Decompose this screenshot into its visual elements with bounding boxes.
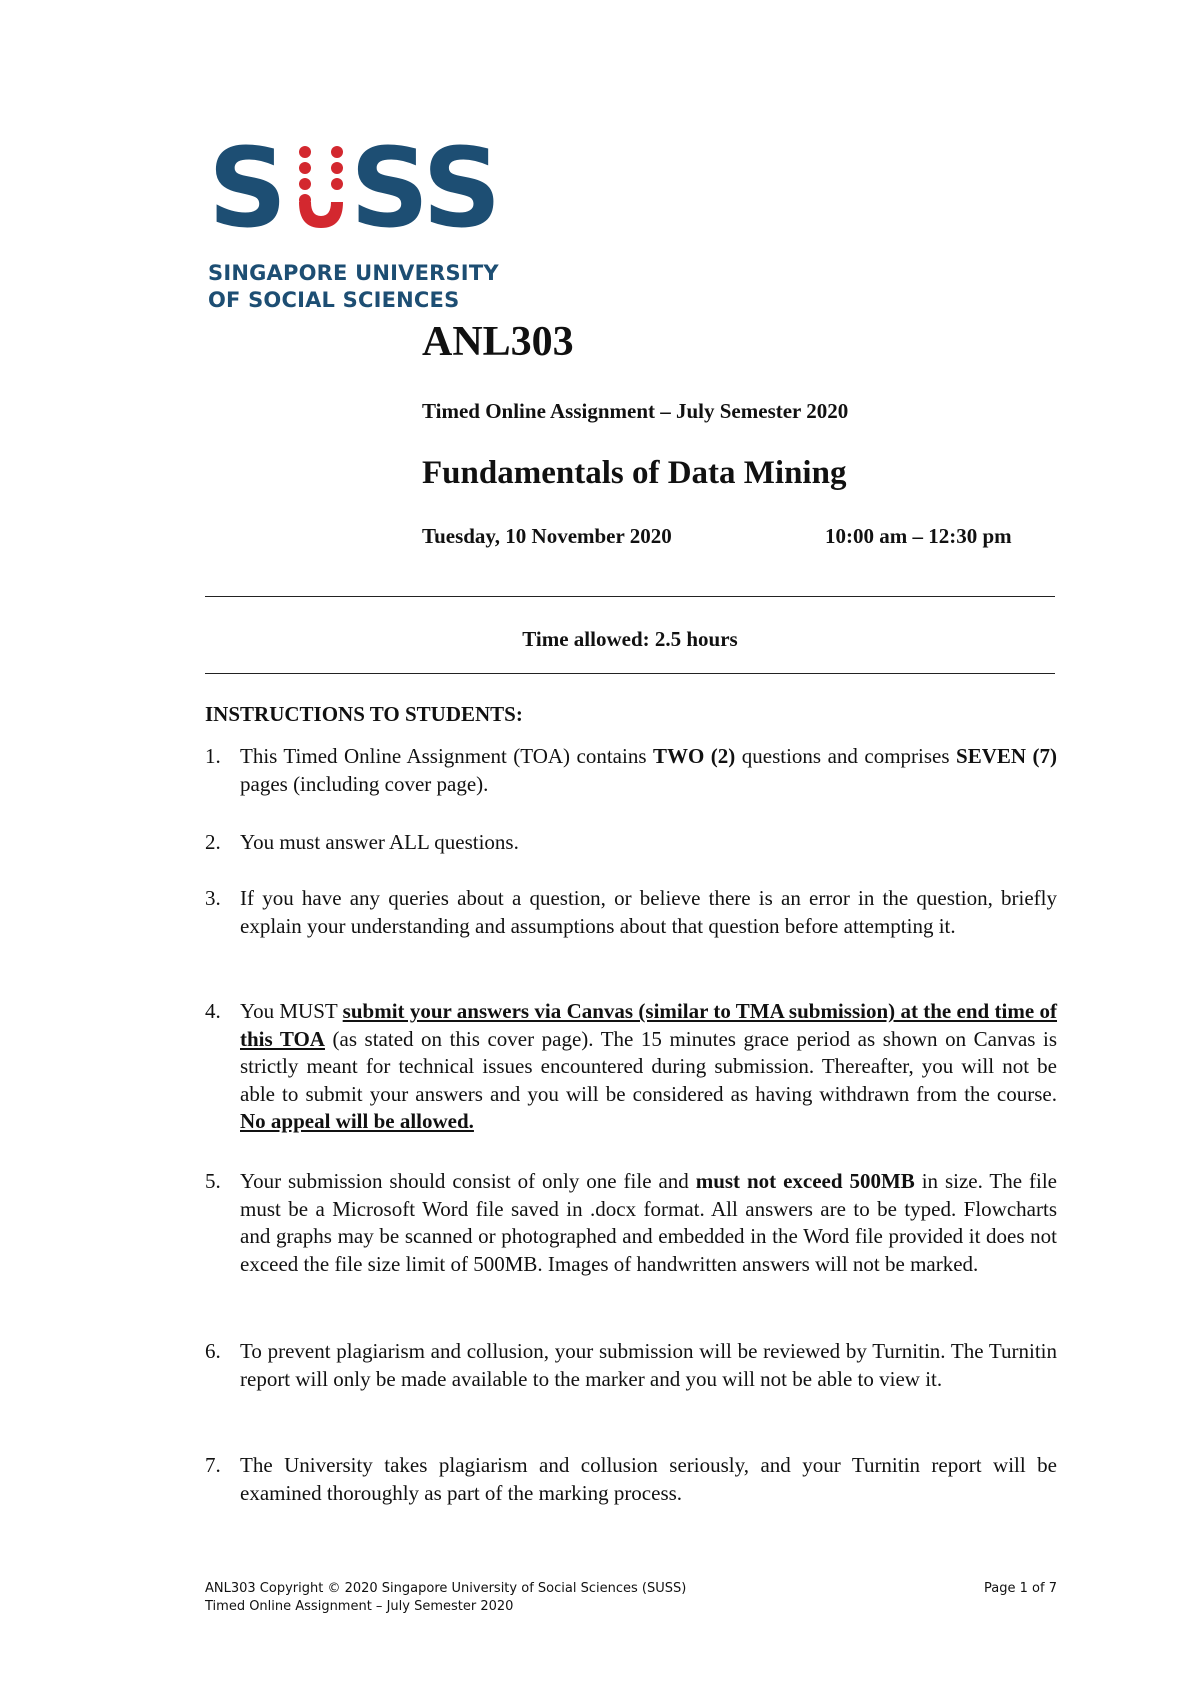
footer-copyright: ANL303 Copyright © 2020 Singapore University of Social Sciences (SUSS) [205, 1581, 687, 1596]
footer-subtitle: Timed Online Assignment – July Semester 2020 [205, 1599, 514, 1614]
instruction-number: 7. [205, 1453, 221, 1477]
instruction-segment: If you have any queries about a question, or believe there is an error in the question, briefly explain your understanding and assumptions about that question before attempting it. [240, 886, 1057, 938]
instruction-segment: submit your answers via Canvas (similar to TMA submission) at the end time of this TOA [240, 999, 1058, 1051]
instruction-item [205, 829, 1057, 857]
instruction-number: 1. [205, 744, 221, 768]
suss-logo [208, 140, 508, 314]
instruction-segment: SEVEN (7) [956, 744, 1058, 768]
divider-top [205, 596, 1055, 597]
instruction-segment: To prevent plagiarism and collusion, your submission will be reviewed by Turnitin. The Turnitin report will only be made available to the marker and you will not be able to view it. [240, 1339, 1057, 1391]
assignment-subtitle: Timed Online Assignment – July Semester 2020 [422, 399, 849, 423]
instruction-number: 4. [205, 999, 221, 1023]
footer-page-number: Page 1 of 7 [984, 1581, 1057, 1596]
instruction-text [240, 829, 1057, 857]
suss-wordmark [208, 140, 508, 260]
instruction-text [240, 1168, 1057, 1278]
instruction-text [240, 1338, 1057, 1393]
instruction-item [205, 1338, 1057, 1393]
instruction-segment: pages (including cover page). [240, 771, 489, 796]
instruction-item [205, 1452, 1057, 1507]
suss-wordmark-ss: SS [350, 140, 500, 252]
instruction-segment: The University takes plagiarism and collusion seriously, and your Turnitin report will be examined thoroughly as part of the marking process. [240, 1453, 1057, 1505]
divider-bottom [205, 673, 1055, 674]
instruction-segment: No appeal will be allowed. [240, 1109, 474, 1134]
instruction-segment: (as stated on this cover page). The 15 minutes grace period as shown on Canvas is strictly meant for technical issues encountered during submission. Thereafter, you will not be able to submit your answers and you will be considered as having withdrawn from the course. [240, 1026, 1057, 1106]
suss-wordmark-s1: S [208, 140, 286, 252]
time-allowed: Time allowed: 2.5 hours [522, 627, 738, 651]
logo-line-2: OF SOCIAL SCIENCES [208, 288, 460, 312]
instruction-number: 3. [205, 886, 221, 910]
instruction-segment: in size. The file must be a Microsoft Word file saved in .docx format. All answers are to be typed. Flowcharts and graphs may be scanned or photographed and embedded in the Word file provided it does not exceed the file size limit of 500MB. Images of handwritten answers will not be marked. [240, 1169, 1057, 1276]
footer-left [205, 1580, 686, 1616]
instructions-heading: INSTRUCTIONS TO STUDENTS: [205, 702, 523, 726]
instruction-item [205, 998, 1057, 1136]
instruction-segment: This Timed Online Assignment (TOA) contains [240, 744, 653, 768]
instruction-segment: questions and comprises [735, 744, 957, 768]
instruction-text [240, 885, 1057, 940]
instruction-number: 2. [205, 830, 221, 854]
instruction-number: 5. [205, 1169, 221, 1193]
course-code: ANL303 [422, 319, 574, 365]
suss-wordmark-u [299, 146, 343, 228]
exam-time: 10:00 am – 12:30 pm [825, 524, 1012, 548]
logo-line-1: SINGAPORE UNIVERSITY [208, 261, 499, 285]
instruction-text [240, 998, 1057, 1136]
course-title: Fundamentals of Data Mining [422, 455, 847, 491]
instruction-segment: You MUST [240, 999, 343, 1023]
instruction-segment: must not exceed 500MB [695, 1169, 915, 1193]
instruction-text [240, 743, 1057, 798]
exam-date: Tuesday, 10 November 2020 [422, 524, 672, 548]
instruction-number: 6. [205, 1339, 221, 1363]
instruction-segment: TWO (2) [652, 744, 736, 768]
instruction-segment: You must answer ALL questions. [240, 830, 519, 854]
instruction-item [205, 885, 1057, 940]
instruction-text [240, 1452, 1057, 1507]
instruction-item [205, 743, 1057, 798]
instruction-item [205, 1168, 1057, 1278]
instruction-segment: Your submission should consist of only one file and [240, 1169, 696, 1193]
